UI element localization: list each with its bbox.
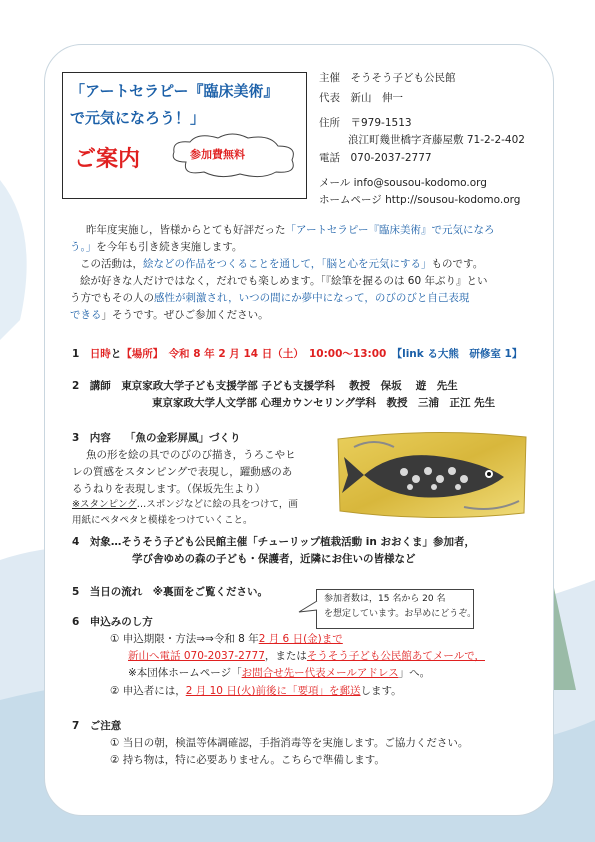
web-row bbox=[319, 192, 520, 207]
apply-item-1-line-3 bbox=[128, 665, 430, 682]
apply-mailing-label: ② 申込者には， bbox=[110, 685, 186, 697]
apply-deadline-label: ① 申込期限・方法⇒⇒令和 8 年 bbox=[110, 633, 259, 645]
intro-highlight: 感性が刺激され，いつの間にか夢中になって，のびのびと自己表現 bbox=[154, 292, 470, 304]
intro-text: この活動は， bbox=[80, 258, 143, 270]
lecturer-1: 東京家政大学子ども支援学部 子ども支援学科 教授 保坂 遊 先生 bbox=[121, 380, 458, 392]
mail-link[interactable]: info@sousou-kodomo.org bbox=[353, 177, 487, 189]
content-line-2: レの質感をスタンピングで表現し，躍動感のあ bbox=[72, 466, 293, 478]
intro-line-4: 絵が好きな人だけではなく，だれでも楽しめます。「『絵筆を握るのは 60 年ぶり』とい bbox=[80, 275, 488, 287]
intro-line-6 bbox=[70, 307, 269, 324]
note-item-2: ② 持ち物は，特に必要ありません。こちらで準備します。 bbox=[110, 754, 385, 766]
apply-mailing-date: 2 月 10 日(火)前後に「要項」を郵送 bbox=[185, 685, 361, 697]
address-row bbox=[319, 115, 412, 130]
intro-line-5 bbox=[70, 290, 469, 307]
address-label: 住所 bbox=[319, 117, 340, 129]
section-number: 1 bbox=[72, 348, 80, 360]
guide-heading: ご案内 bbox=[74, 147, 141, 172]
content-line-1: 魚の形を絵の具でのびのび描き，うろこやヒ bbox=[86, 449, 296, 461]
section-apply: 6 申込みのし方 bbox=[72, 616, 153, 628]
note-item-1: ① 当日の朝，検温等体調確認，手指消毒等を実施します。ご協力ください。 bbox=[110, 737, 469, 749]
apply-item-1-line-2 bbox=[128, 648, 485, 665]
datetime-label: 日時 bbox=[89, 348, 111, 360]
intro-text: 」そうです。ぜひご参加ください。 bbox=[101, 309, 269, 321]
fish-artwork-image bbox=[334, 427, 530, 522]
intro-text: ものです。 bbox=[431, 258, 484, 270]
intro-text: 昨年度実施し，皆様からとても好評だった bbox=[86, 224, 286, 236]
stamping-note-2: 用紙にペタペタと模様をつけていくこと。 bbox=[72, 515, 253, 526]
content-heading: 3 内容 「魚の金彩屏風」づくり bbox=[72, 432, 241, 444]
target-line-1: …そうそう子ども公民館主催「チューリップ植栽活動 in おおくま」参加者， bbox=[110, 536, 475, 548]
apply-hp-note: ※本団体ホームページ「 bbox=[128, 667, 242, 679]
mail-row bbox=[319, 175, 487, 190]
host-label: 主催 bbox=[319, 72, 340, 84]
apply-item-1 bbox=[110, 631, 343, 648]
intro-line-3 bbox=[80, 256, 483, 273]
intro-highlight: う。」 bbox=[70, 241, 97, 253]
apply-or: ，または bbox=[264, 650, 307, 662]
intro-highlight: できる bbox=[70, 309, 102, 321]
intro-highlight: 「アートセラピー『臨床美術』で元気になろ bbox=[285, 224, 495, 236]
mail-label: メール bbox=[319, 177, 351, 189]
rep-value: 新山 伸一 bbox=[350, 92, 403, 104]
event-date: 令和 8 年 2 月 14 日（土） bbox=[168, 348, 299, 360]
apply-mailing-end: します。 bbox=[360, 685, 402, 697]
apply-deadline: 2 月 6 日(金)まで bbox=[258, 633, 343, 645]
section-notes: 7 ご注意 bbox=[72, 720, 122, 732]
free-badge: 参加費無料 bbox=[190, 148, 245, 161]
intro-text: を今年も引き続き実施します。 bbox=[96, 241, 243, 253]
and-text: と bbox=[110, 348, 122, 360]
stamping-note-1 bbox=[72, 497, 298, 513]
capacity-text bbox=[324, 592, 476, 622]
stamping-desc: …スポンジなどに絵の具をつけて，画 bbox=[136, 499, 298, 510]
callout-pointer-icon bbox=[298, 600, 318, 614]
postal-code: 〒979-1513 bbox=[350, 117, 412, 129]
event-place: 【link る大熊 研修室 1】 bbox=[396, 348, 523, 360]
rep-row bbox=[319, 90, 403, 105]
target-heading: 4 対象 bbox=[72, 536, 111, 548]
web-link[interactable]: http://sousou-kodomo.org bbox=[385, 194, 521, 206]
intro-line-1 bbox=[86, 222, 494, 239]
section-flow: 5 当日の流れ ※裏面をご覧ください。 bbox=[72, 586, 269, 598]
lecturer-heading: 2 講師 bbox=[72, 380, 111, 392]
lecturer-2: 東京家政大学人文学部 心理カウンセリング学科 教授 三浦 正江 先生 bbox=[152, 397, 496, 409]
capacity-line-2: を想定しています。お早めにどうぞ。 bbox=[324, 609, 477, 619]
section-target bbox=[72, 534, 475, 549]
section-datetime bbox=[72, 346, 522, 361]
apply-phone: 新山へ電話 070-2037-2777 bbox=[128, 650, 265, 662]
host-row bbox=[319, 70, 456, 85]
apply-hp-end: 」へ。 bbox=[398, 667, 431, 679]
intro-text: う方でもその人の bbox=[70, 292, 154, 304]
section-lecturer bbox=[72, 378, 458, 393]
apply-mail: そうそう子ども公民館あてメールで， bbox=[306, 650, 485, 662]
apply-hp-contact: お問合せ先ー代表メールアドレス bbox=[241, 667, 399, 679]
apply-item-2 bbox=[110, 683, 402, 700]
address-value: 浪江町幾世橋字斉藤屋敷 71-2-2-402 bbox=[348, 134, 525, 146]
rep-label: 代表 bbox=[319, 92, 340, 104]
target-line-2: 学び舎ゆめの森の子ども・保護者，近隣にお住いの皆様など bbox=[132, 553, 416, 565]
stamping-term: ※スタンピング bbox=[72, 499, 137, 510]
title-line-2: で元気になろう！」 bbox=[70, 109, 206, 127]
title-line-1: 「アートセラピー『臨床美術』 bbox=[70, 82, 279, 100]
web-label: ホームページ bbox=[319, 194, 382, 206]
phone-label: 電話 bbox=[319, 152, 340, 164]
phone-row bbox=[319, 150, 432, 165]
phone-value: 070-2037-2777 bbox=[350, 152, 432, 164]
host-value: そうそう子ども公民館 bbox=[350, 72, 456, 84]
content-line-3: るうねりを表現します。（保坂先生より） bbox=[72, 483, 266, 495]
capacity-line-1: 参加者数は，15 名から 20 名 bbox=[324, 594, 446, 604]
intro-highlight: 絵などの作品をつくることを通して，「脳と心を元気にする」 bbox=[143, 258, 432, 270]
intro-line-2 bbox=[70, 239, 242, 256]
event-time: 10:00～13:00 bbox=[308, 348, 387, 360]
place-label: 【場所】 bbox=[121, 348, 159, 360]
